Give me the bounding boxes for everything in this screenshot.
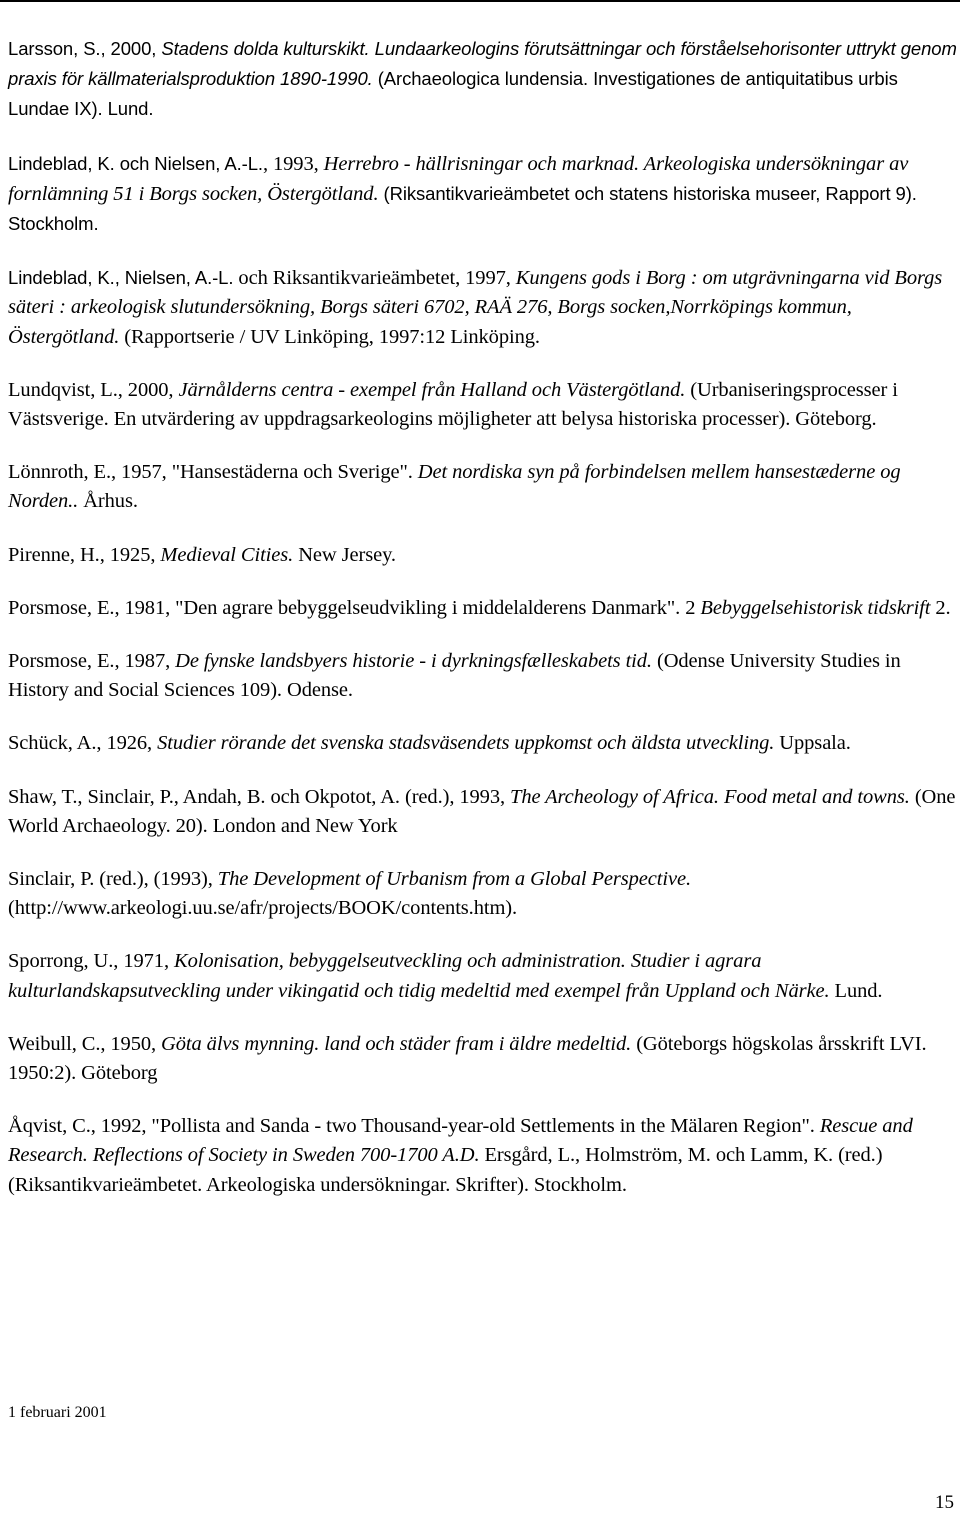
reference-text: (One World Archaeology. 20). London and New York [8, 785, 956, 837]
reference-text: , 1971, [113, 950, 174, 973]
reference-text: (Riksantikvarieämbetet och statens historiska museer, Rapport 9). Stockholm. [8, 182, 917, 235]
reference-text: Lund. [829, 979, 883, 1002]
reference-entry [8, 594, 958, 623]
reference-text: Pirenne, H. [8, 543, 100, 566]
reference-text: , 1926, [96, 732, 158, 755]
reference-text: The Archeology of Africa. Food metal and towns. [510, 785, 910, 808]
reference-text: , 1981, "Den agrare bebyggelseudvikling i middelalderens Danmark". 2 [114, 596, 701, 619]
reference-text: , 1993, [449, 785, 511, 808]
top-rule [0, 0, 960, 2]
reference-text: Larsson, S., 2000, [8, 38, 162, 59]
reference-text: Bebyggelsehistorisk tidskrift [700, 596, 931, 619]
reference-text: , 1950, [100, 1032, 162, 1055]
page-number: 15 [935, 1492, 954, 1513]
reference-entry [8, 729, 958, 758]
reference-entry [8, 34, 958, 125]
reference-text: Århus. [78, 490, 138, 513]
reference-text: Göta älvs mynning. land och städer fram i äldre medeltid. [161, 1032, 632, 1055]
reference-text: Kolonisation, bebyggelseutveckling och administration. Studier i agrara kulturlandskapsutveckling under vikingatid och tidig medeltid med exempel från Uppland och Närke. [8, 950, 830, 1002]
reference-text: Schück, A. [8, 732, 97, 755]
reference-text: Uppsala. [774, 732, 851, 755]
reference-text: Lönnroth, E. [8, 461, 111, 484]
reference-entry [8, 947, 958, 1005]
reference-text: Stadens dolda kulturskikt. Lundaarkeologins förutsättningar och förståelsehorisonter uttrykt genom praxis för källmaterialsproduktion 1890-1990. [8, 38, 957, 90]
reference-text: De fynske landsbyers historie - i dyrkningsfælleskabets tid. [175, 650, 652, 673]
reference-text: (Urbaniseringsprocesser i Västsverige. En utvärdering av uppdragsarkeologins möjligheter att belysa historiska processer). Göteborg. [8, 378, 898, 431]
reference-text: Rescue and Research. Reflections of Society in Sweden 700-1700 A.D. [8, 1115, 913, 1167]
reference-text: (Rapportserie / UV Linköping, 1997:12 Linköping. [119, 325, 540, 348]
reference-text: och Riksantikvarieämbetet, 1997, [233, 267, 516, 290]
reference-text: Porsmose, E. [8, 650, 115, 673]
reference-text: , (1993), [143, 868, 218, 891]
reference-text: Järnålderns centra - exempel från Halland och Västergötland. [178, 378, 686, 401]
reference-text: Porsmose, E. [8, 596, 115, 619]
reference-text: Studier rörande det svenska stadsväsendets uppkomst och äldsta utveckling. [157, 732, 775, 755]
reference-text: (Göteborgs högskolas årsskrift LVI. 1950:2). Göteborg [8, 1032, 927, 1085]
reference-text: 2. [930, 596, 951, 619]
reference-text: The Development of Urbanism from a Global Perspective. [217, 868, 692, 891]
reference-text: , 1987, [114, 650, 176, 673]
reference-text: , 1992, "Pollista and Sanda - two Thousand-year-old Settlements in the Mälaren Region". [90, 1115, 820, 1138]
reference-entry [8, 263, 958, 352]
reference-text: Herrebro - hällrisningar och marknad. Arkeologiska undersökningar av fornlämning 51 i Borgs socken, Östergötland. [8, 152, 909, 205]
reference-entry [8, 149, 958, 240]
reference-entry [8, 1112, 958, 1200]
reference-text: New Jersey. [293, 543, 396, 566]
reference-text: Weibull, C. [8, 1032, 101, 1055]
reference-text: , 1925, [99, 543, 161, 566]
reference-entry [8, 1030, 958, 1088]
footer-date: 1 februari 2001 [8, 1404, 107, 1421]
reference-text: (Odense University Studies in History and Social Sciences 109). Odense. [8, 650, 901, 702]
reference-text: (http://www.arkeologi.uu.se/afr/projects/BOOK/contents.htm). [8, 897, 518, 920]
reference-text: Det nordiska syn på forbindelsen mellem hansestæderne og Norden.. [8, 461, 901, 513]
reference-text: Medieval Cities. [160, 543, 294, 566]
reference-text: Sporrong, U. [8, 950, 114, 973]
reference-entry [8, 783, 958, 841]
reference-entry [8, 865, 958, 923]
reference-entry [8, 541, 958, 570]
reference-text: Kungens gods i Borg : om utgrävningarna vid Borgs säteri : arkeologisk slutundersökning, Borgs säteri 6702, RAÄ 276, Borgs socken,Norrköpings kommun, Östergötland. [8, 267, 943, 348]
reference-text: , 1993, [262, 152, 324, 175]
reference-entry [8, 376, 958, 434]
reference-entry [8, 458, 958, 516]
reference-entry [8, 647, 958, 705]
reference-list [8, 34, 958, 1224]
reference-text: , 1957, "Hansestäderna och Sverige". [111, 461, 418, 484]
reference-text: Lindeblad, K. och Nielsen, A.-L. [8, 152, 263, 174]
reference-text: Ersgård, L., Holmström, M. och Lamm, K. (red.) (Riksantikvarieämbetet. Arkeologiska undersökningar. Skrifter). Stockholm. [8, 1144, 883, 1196]
reference-text: (Archaeologica lundensia. Investigationes de antiquitatibus urbis Lundae IX). Lund. [8, 68, 898, 120]
reference-text: Sinclair, P. (red.) [8, 868, 144, 891]
reference-text: Shaw, T., Sinclair, P., Andah, B. och Okpotot, A. (red.) [8, 785, 450, 808]
reference-text: , 2000, [117, 378, 179, 401]
reference-text: Åqvist, C. [8, 1115, 91, 1138]
reference-text: Lindeblad, K., Nielsen, A.-L. [8, 267, 234, 289]
reference-text: Lundqvist, L. [8, 378, 118, 401]
